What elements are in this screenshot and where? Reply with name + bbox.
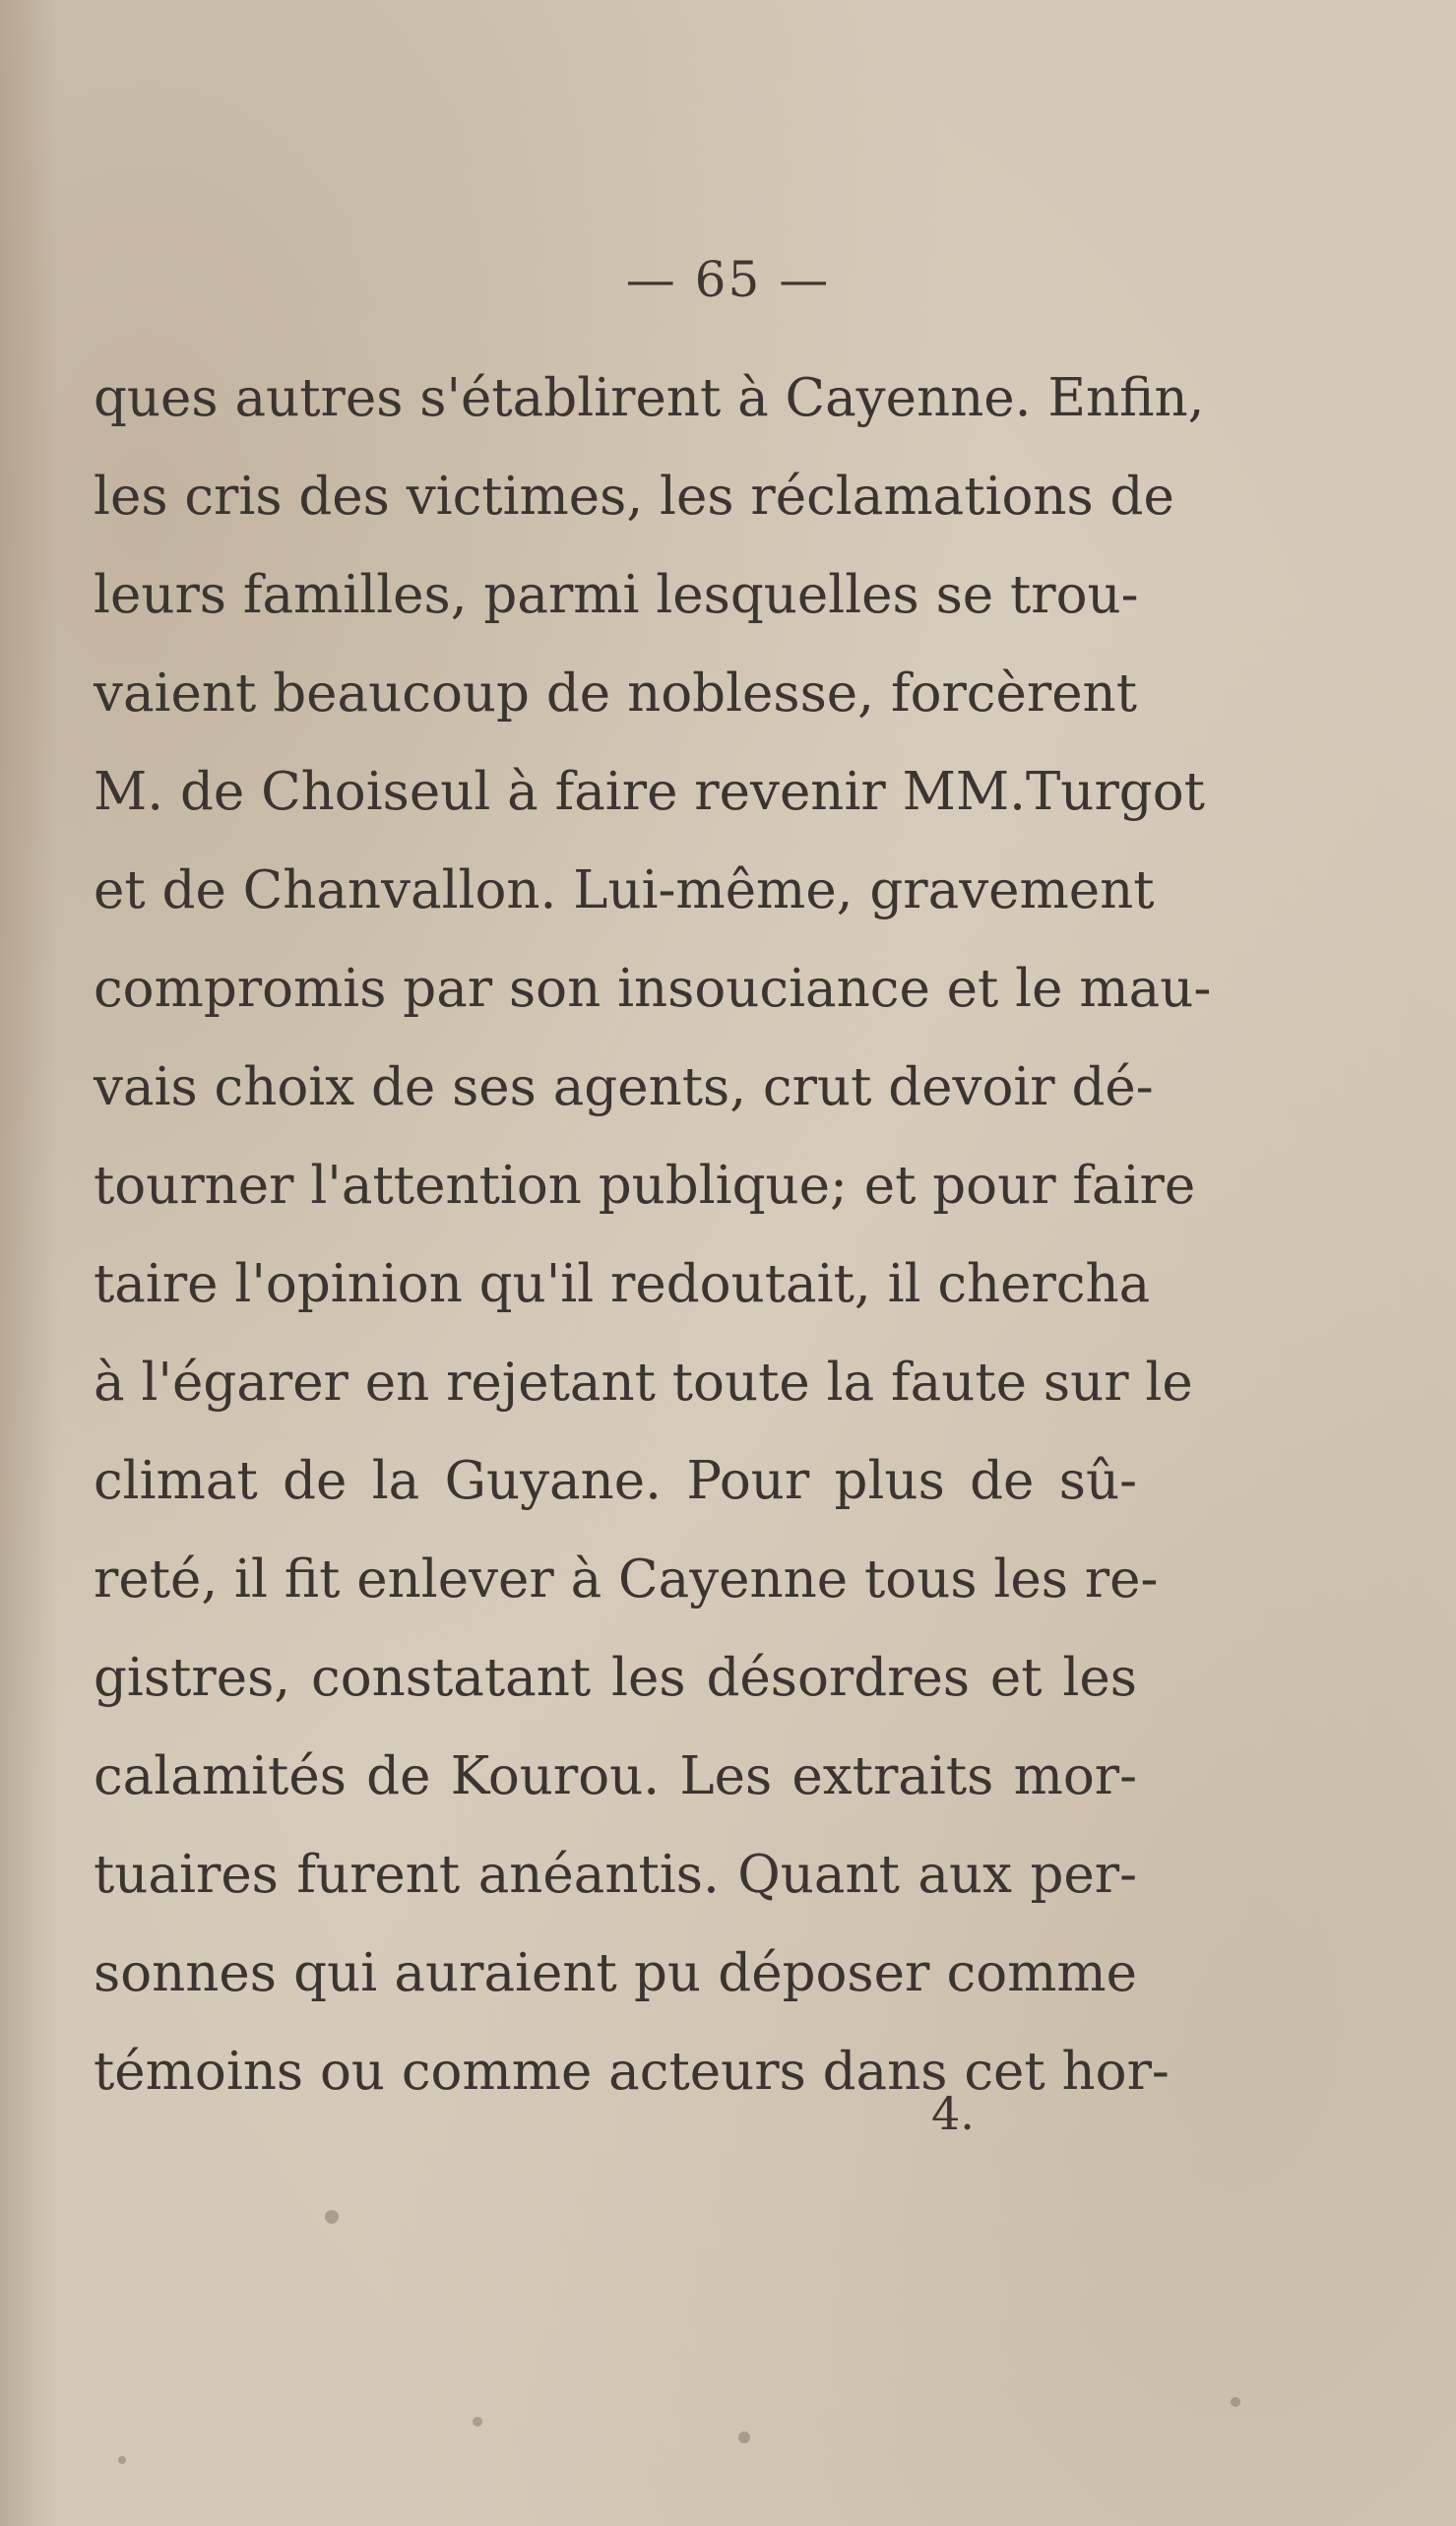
page-number-header: — 65 —: [625, 251, 831, 308]
paper-speck: [325, 2210, 339, 2224]
signature-mark: 4.: [931, 2087, 975, 2140]
text-line: et de Chanvallon. Lui-même, gravement: [94, 860, 1155, 920]
body-text: [94, 349, 1212, 2121]
text-line: M. de Choiseul à faire revenir MM.Turgot: [94, 762, 1205, 822]
text-line: sonnes qui auraient pu déposer comme: [94, 1943, 1137, 2003]
text-line: tuaires furent anéantis. Quant aux per-: [94, 1845, 1137, 1905]
text-line: gistres, constatant les désordres et les: [94, 1648, 1137, 1708]
paper-speck: [473, 2417, 482, 2427]
text-line: leurs familles, parmi lesquelles se trou-: [94, 565, 1139, 625]
text-line: compromis par son insouciance et le mau-: [94, 959, 1212, 1019]
text-line: vais choix de ses agents, crut devoir dé-: [94, 1057, 1154, 1117]
text-line: tourner l'attention publique; et pour faire: [94, 1156, 1196, 1216]
paper-speck: [738, 2431, 750, 2443]
text-line: ques autres s'établirent à Cayenne. Enfin,: [94, 368, 1205, 428]
text-line: vaient beaucoup de noblesse, forcèrent: [94, 663, 1137, 724]
text-line: à l'égarer en rejetant toute la faute sur le: [94, 1353, 1193, 1413]
text-line: les cris des victimes, les réclamations de: [94, 467, 1174, 527]
text-line: calamités de Kourou. Les extraits mor-: [94, 1746, 1137, 1806]
text-line: témoins ou comme acteurs dans cet hor-: [94, 2042, 1170, 2102]
text-line: climat de la Guyane. Pour plus de sû-: [94, 1451, 1137, 1511]
text-line: taire l'opinion qu'il redoutait, il chercha: [94, 1254, 1151, 1314]
paper-speck: [1231, 2397, 1240, 2407]
text-line: reté, il fit enlever à Cayenne tous les re-: [94, 1549, 1159, 1610]
paper-speck: [118, 2456, 126, 2464]
